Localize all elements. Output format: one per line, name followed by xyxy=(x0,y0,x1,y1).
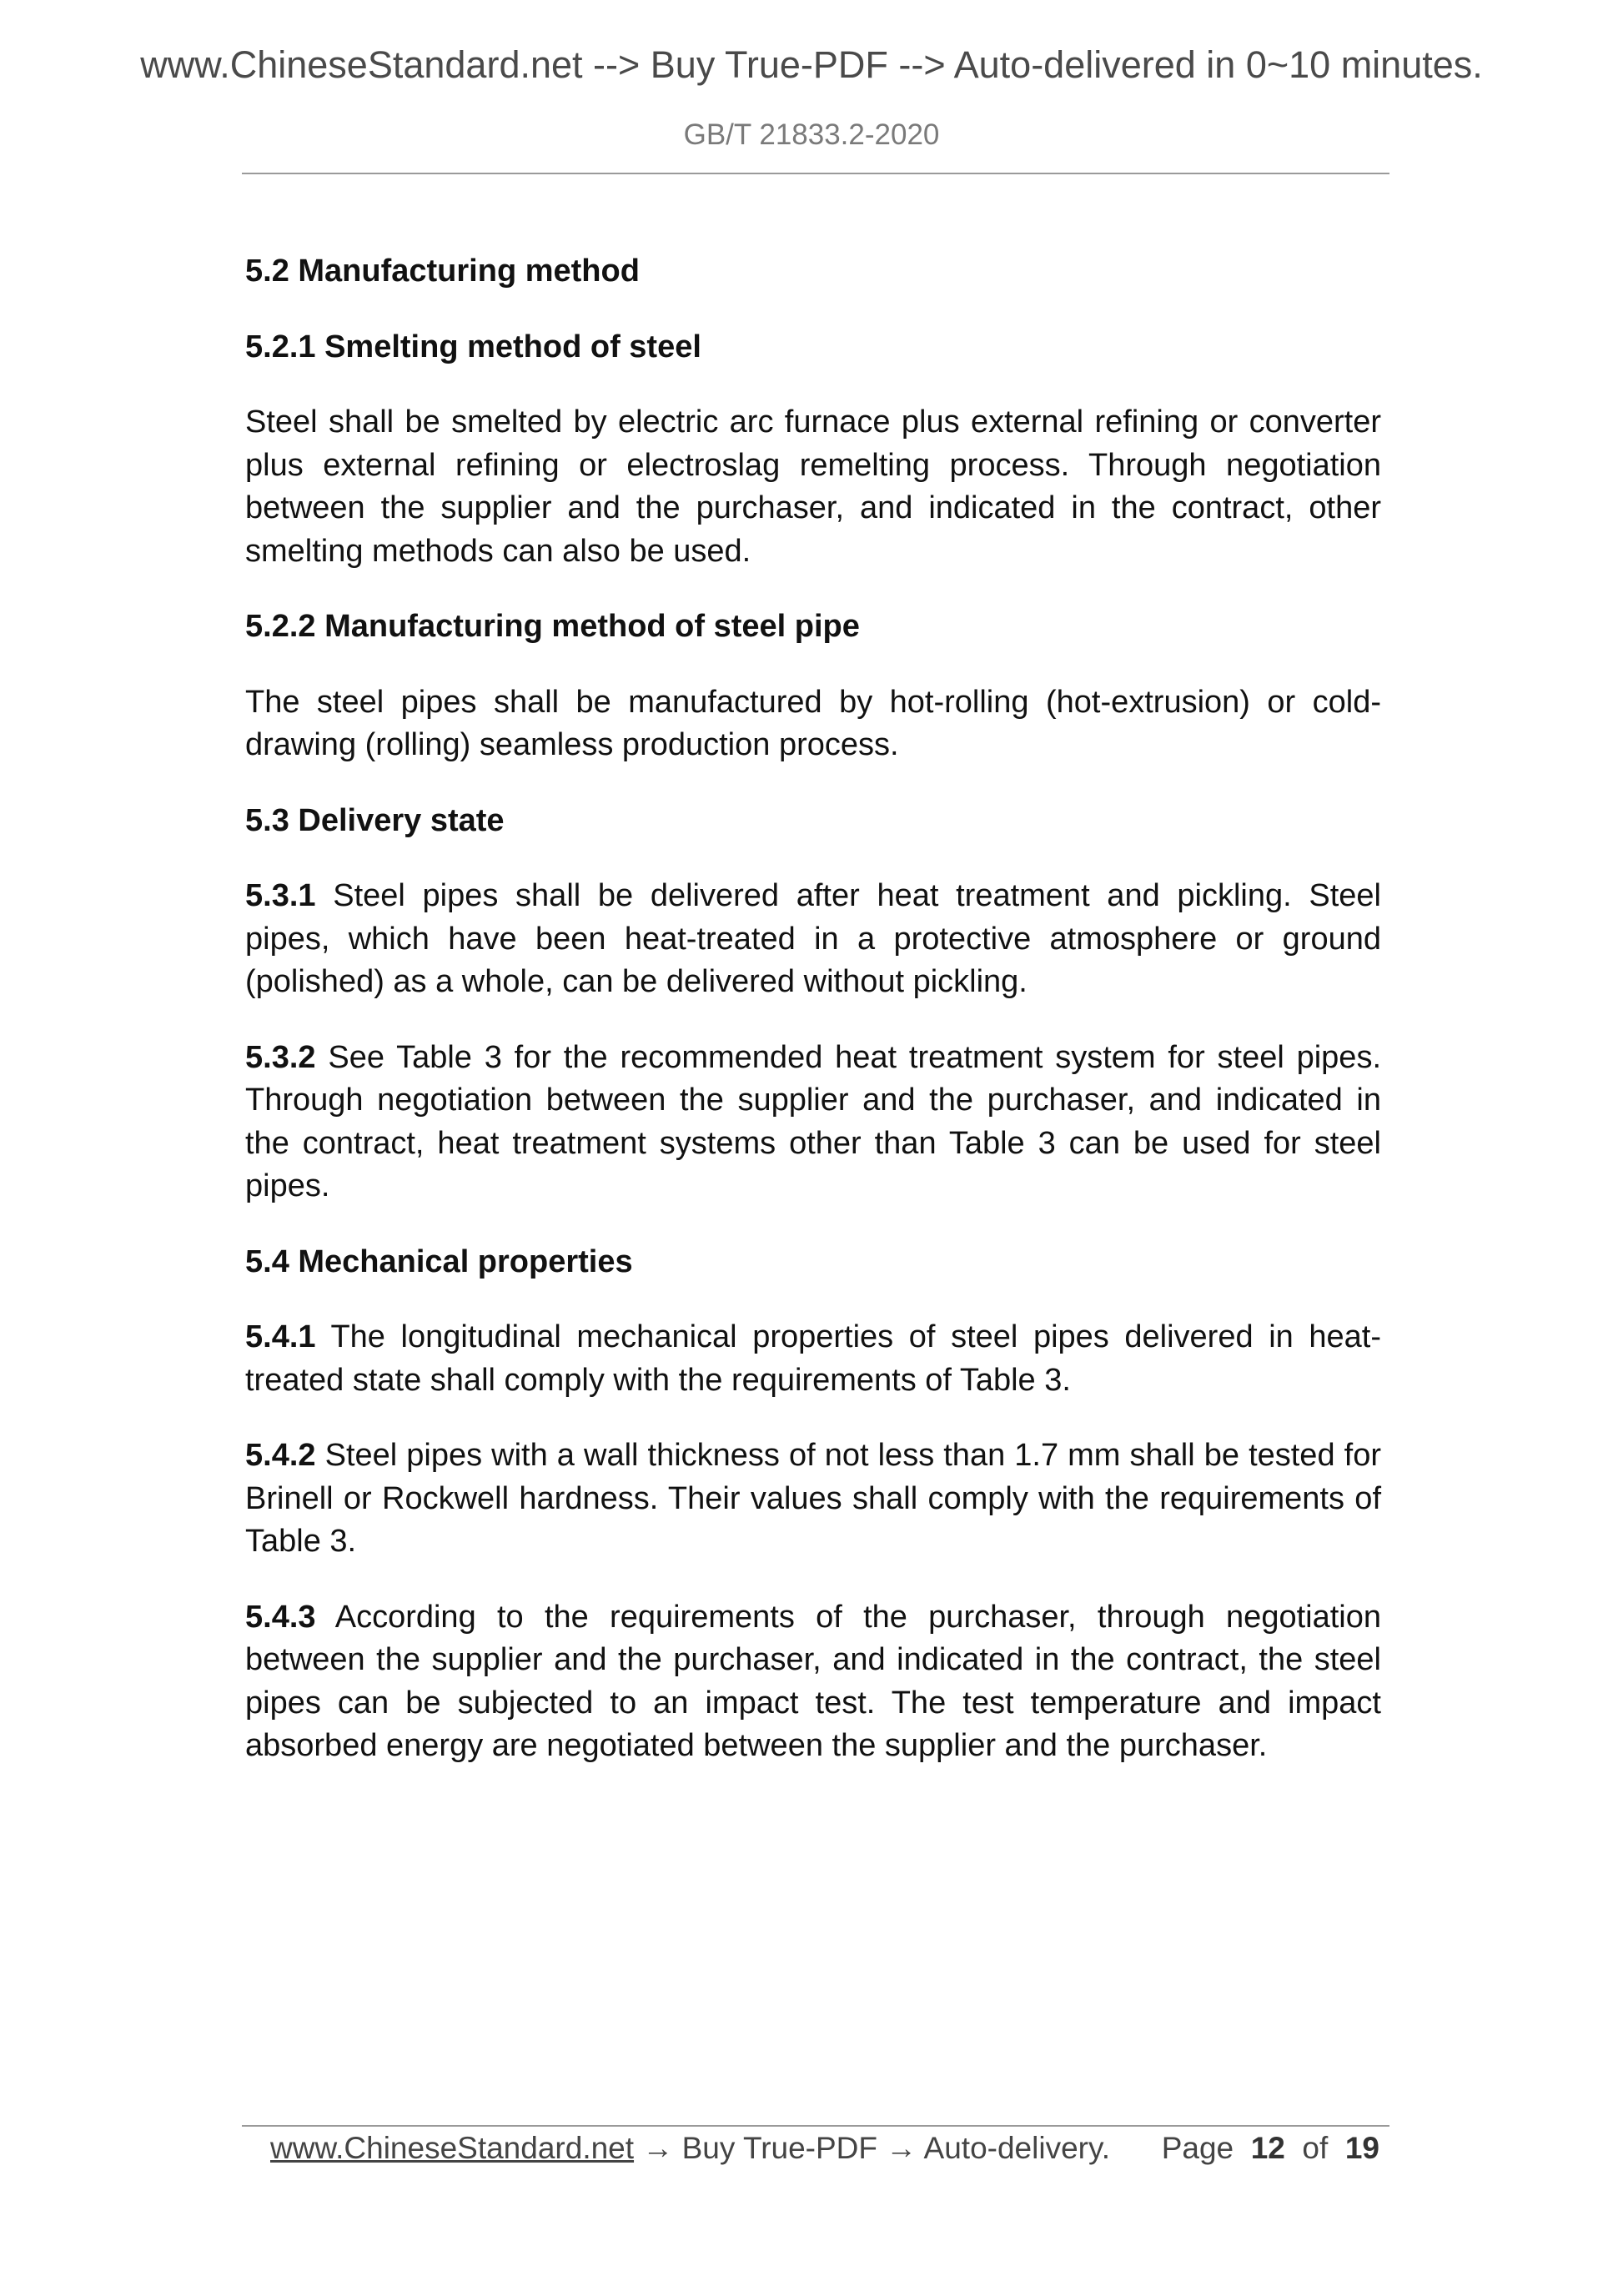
section-5-4-1-number: 5.4.1 xyxy=(245,1319,316,1354)
header-banner: www.ChineseStandard.net --> Buy True-PDF --> Auto-delivered in 0~10 minutes. xyxy=(140,43,1483,86)
section-5-4-3-text: According to the requirements of the purchaser, through negotiation between the supplier and the purchaser, and indicated in the contract, the steel pipes can be subjected to an impact test. The test temperature and impact absorbed energy are negotiated between the supplier and the purchaser. xyxy=(245,1599,1381,1763)
header-divider xyxy=(242,173,1389,174)
footer-divider xyxy=(242,2125,1389,2127)
page-label: Page xyxy=(1161,2131,1234,2165)
total-pages: 19 xyxy=(1344,2131,1379,2165)
section-5-3-1-paragraph xyxy=(245,875,1381,1004)
section-5-3-2-paragraph xyxy=(245,1037,1381,1208)
page-number: 12 xyxy=(1250,2131,1285,2165)
section-5-4-2-number: 5.4.2 xyxy=(245,1438,316,1473)
section-5-4-3-paragraph xyxy=(245,1596,1381,1768)
footer-buy-text: Buy True-PDF xyxy=(681,2131,878,2165)
section-5-3-2-text: See Table 3 for the recommended heat treatment system for steel pipes. Through negotiation between the supplier and the purchaser, and indicated in the contract, heat treatment systems other than Table 3 can be used for steel pipes. xyxy=(245,1039,1381,1203)
section-5-4-1-text: The longitudinal mechanical properties of steel pipes delivered in heat-treated state shall comply with the requirements of Table 3. xyxy=(245,1319,1381,1398)
page-counter xyxy=(1162,2128,1379,2169)
section-5-2-2-text: The steel pipes shall be manufactured by hot-rolling (hot-extrusion) or cold-drawing (rolling) seamless production process. xyxy=(245,684,1381,762)
section-5-3-heading: 5.3 Delivery state xyxy=(245,802,505,838)
section-5-4-1-paragraph xyxy=(245,1316,1381,1402)
section-5-4-2-paragraph xyxy=(245,1434,1381,1564)
footer-delivery-text: Auto-delivery. xyxy=(923,2131,1111,2165)
page-content xyxy=(245,250,1381,1801)
section-5-4-heading: 5.4 Mechanical properties xyxy=(245,1243,633,1279)
section-5-4-3-number: 5.4.3 xyxy=(245,1599,316,1635)
section-5-2-1-text: Steel shall be smelted by electric arc furnace plus external refining or converter plus external refining or electroslag remelting process. Through negotiation between the supplier and the purchaser, and indicated in the contract, other smelting methods can also be used. xyxy=(245,404,1381,569)
arrow-right-icon: → xyxy=(886,2131,917,2165)
section-5-3-2-number: 5.3.2 xyxy=(245,1039,316,1075)
footer-promo xyxy=(270,2128,1110,2169)
arrow-right-icon: → xyxy=(642,2131,674,2165)
page-footer xyxy=(270,2128,1379,2169)
standard-code: GB/T 21833.2-2020 xyxy=(683,118,940,151)
section-5-4-2-text: Steel pipes with a wall thickness of not less than 1.7 mm shall be tested for Brinell or Rockwell hardness. Their values shall comply with the requirements of Table 3. xyxy=(245,1438,1381,1559)
section-5-3-1-text: Steel pipes shall be delivered after heat treatment and pickling. Steel pipes, which have been heat-treated in a protective atmosphere or ground (polished) as a whole, can be delivered without pickling. xyxy=(245,878,1381,999)
section-5-2-heading: 5.2 Manufacturing method xyxy=(245,254,640,289)
of-label: of xyxy=(1302,2131,1329,2165)
section-5-3-1-number: 5.3.1 xyxy=(245,878,316,913)
footer-site-link[interactable]: www.ChineseStandard.net xyxy=(270,2131,635,2165)
section-5-2-1-heading: 5.2.1 Smelting method of steel xyxy=(245,329,701,364)
section-5-2-2-heading: 5.2.2 Manufacturing method of steel pipe xyxy=(245,609,860,644)
